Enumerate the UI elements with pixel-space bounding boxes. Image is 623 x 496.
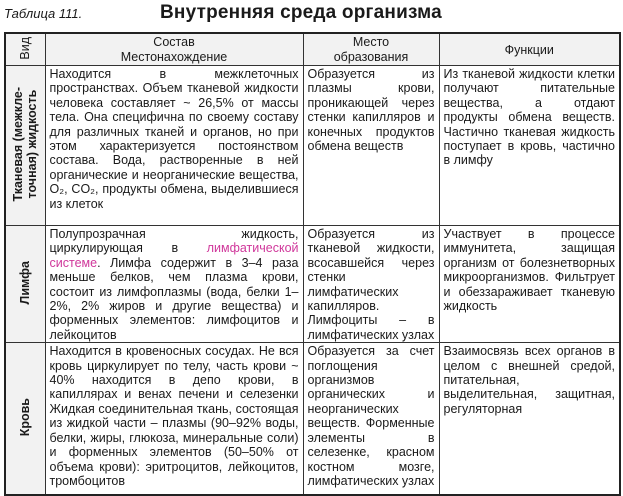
cell-funkcii: Из тканевой жидкости клетки получают питательные вещества, а отдают продукты обмена веществ. Частично тканевая жидкость поступает в кровь, частично в лимфу (439, 66, 620, 226)
table-caption: Таблица 111. (4, 6, 83, 21)
header-vid-label: Вид (18, 36, 33, 60)
header-vid (5, 33, 45, 66)
cell-funkcii: Взаимосвязь всех органов в целом с внешней средой, питательная, выделительная, защитная, регуляторная (439, 343, 620, 496)
table-row-blood (5, 343, 620, 496)
cell-mesto: Образуется из тканевой жидкости, всосавшейся через стенки лимфатических капилляров. Лимфоциты – в лимфатических узлах (303, 226, 439, 343)
row-type-label: Кровь (18, 397, 33, 437)
row-type-label (11, 87, 39, 201)
table-row-tissue-fluid (5, 66, 620, 226)
row-type-line1: Тканевая (межкле- (11, 86, 26, 202)
header-mesto-line1: Место (352, 35, 390, 49)
header-funkcii-label: Функции (504, 43, 554, 57)
lymphatic-system-link[interactable]: лимфатической системе (49, 241, 299, 270)
table-row-lymph (5, 226, 620, 343)
cell-mesto: Образуется из плазмы крови, проникающей через стенки капилляров и конечных продуктов обмена веществ (303, 66, 439, 226)
cell-sostav (45, 226, 303, 343)
row-type-tissue-fluid (5, 66, 45, 226)
header-sostav-line2: Местонахождение (120, 50, 228, 64)
row-type-label: Лимфа (18, 260, 33, 305)
header-mesto (303, 33, 439, 66)
row-type-line2: точная) жидкость (25, 89, 40, 199)
cell-text: . Лимфа содержит в 3–4 раза меньше белков, чем плазма крови, состоит из лимфоплазмы (вода, белки 1–2%, 2% жиров и другие вещества) и форменных элементов: лимфоцитов и лейкоцитов (49, 255, 299, 342)
cell-funkcii: Участвует в процессе иммунитета, защищая организм от болезнетворных микроорганизмов. Фильтрует и обеззараживает тканевую жидкость (439, 226, 620, 343)
cell-mesto: Образуется за счет поглощения организмов органических и неорганических веществ. Форменные элементы в селезенке, красном костном мозге, лимфатических узлах (303, 343, 439, 496)
row-type-blood (5, 343, 45, 496)
cell-text: Полупрозрачная жидкость, циркулирующая в (49, 227, 299, 256)
header-sostav (45, 33, 303, 66)
header-mesto-line2: образования (333, 50, 409, 64)
internal-environment-table (4, 32, 621, 496)
table-header-row (5, 33, 620, 66)
cell-sostav: Находится в кровеносных сосудах. Не вся кровь циркулирует по телу, часть крови ~ 40% находится в депо крови, в капиллярах и венах печени и селезенки Жидкая соединительная ткань, состоящая из жидкой части – плазмы (90–92% воды, белки, жиры, глюкоза, минеральные соли) и форменных элементов (50–50% от объема крови): эритроцитов, лейкоцитов, тромбоцитов (45, 343, 303, 496)
row-type-lymph (5, 226, 45, 343)
page-title: Внутренняя среда организма (160, 2, 442, 23)
header-funkcii (439, 33, 620, 66)
header-sostav-line1: Состав (153, 35, 195, 49)
cell-sostav: Находится в межклеточных пространствах. Объем тканевой жидкости человека составляет ~ 26,5% от массы тела. Она специфична по своему составу для различных тканей и органов, но при этом характеризуется постоянством состава. Вода, растворенные в ней органические и неорганические вещества, O₂, CO₂, продукты обмена, выделившиеся из клеток (45, 66, 303, 226)
